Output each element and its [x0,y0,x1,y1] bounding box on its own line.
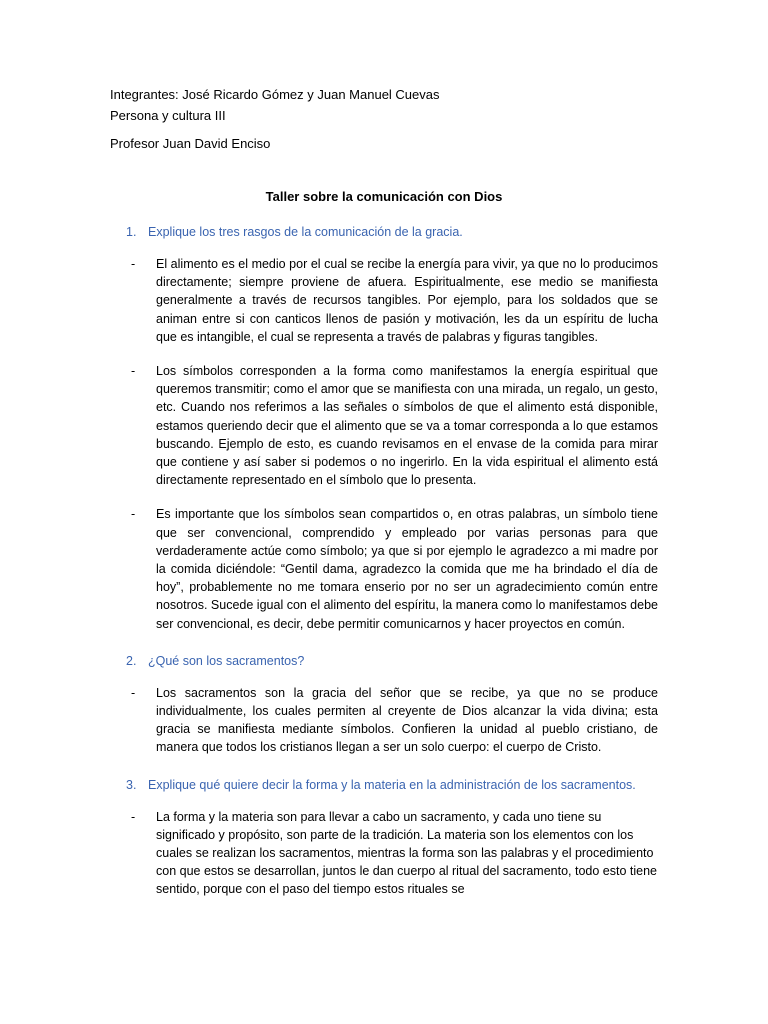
answer-bullet [0,808,768,899]
bullet-dash: - [131,364,136,379]
bullet-text: Los sacramentos son la gracia del señor que se recibe, ya que no se produce individualmente, los cuales permiten al creyente de Dios alcanzar la vida divina; esta gracia se manifiesta mediante símbolos. Confieren la unidad al pueblo cristiano, de manera que todos los cristianos llegan a ser un solo cuerpo: el cuerpo de Cristo. [156,685,658,755]
bullet-text: Los símbolos corresponden a la forma como manifestamos la energía espiritual que queremos transmitir; como el amor que se manifiesta con una mirada, un regalo, un gesto, etc. Cuando nos referimos a las señales o símbolos de que el alimento está disponible, estamos queriendo decir que el alimento que se va a tomar corresponda a lo que estamos buscando. Ejemplo de esto, es cuando revisamos en el envase de la comida para mirar que contiene y así saber si podemos o no ingerirlo. En la vida espiritual el alimento está directamente representado en el símbolo que lo presenta. [156,364,658,488]
bullet-dash: - [131,257,136,271]
bullet-text: El alimento es el medio por el cual se recibe la energía para vivir, ya que no lo producimos directamente; siempre proviene de afuera. Espiritualmente, ese medio se manifiesta generalmente a través de recursos tangibles. Por ejemplo, para los soldados que se animan entre si con canticos llenos de pasión y motivación, les da un espíritu de lucha que es intangible, el cual se representa a través de palabras y figuras tangibles. [156,257,658,344]
question-number: 2. [126,653,137,668]
question-2 [0,651,768,671]
question-text: Explique los tres rasgos de la comunicación de la gracia. [148,225,463,239]
question-number: 3. [126,777,137,792]
question-text: ¿Qué son los sacramentos? [148,653,305,668]
answer-bullet [0,684,768,757]
professor-line: Profesor Juan David Enciso [110,136,271,151]
answer-bullet [0,362,768,489]
bullet-text: La forma y la materia son para llevar a cabo un sacramento, y cada uno tiene su significado y propósito, son parte de la tradición. La materia son los elementos con los cuales se realizan los sacramentos, mientras la forma son las palabras y el procedimiento con que estos se desarrollan, juntos le dan cuerpo al ritual del sacramento, todo esto tiene sentido, porque con el paso del tiempo estos rituales se [156,809,658,897]
question-3 [0,775,768,795]
question-1 [0,222,768,242]
bullet-dash: - [131,685,136,700]
answer-bullet [0,255,768,346]
question-number: 1. [126,225,137,239]
bullet-dash: - [131,809,136,824]
bullet-text: Es importante que los símbolos sean compartidos o, en otras palabras, un símbolo tiene que ser convencional, comprendido y empleado por varias personas para que verdaderamente actúe como símbolo; ya que si por ejemplo le agradezco a mi madre por la comida diciéndole: “Gentil dama, agradezco la comida que me ha brindado el día de hoy”, probablemente no me tomara enserio por no ser un agradecimiento común entre nosotros. Sucede igual con el alimento del espíritu, la manera como lo manifestamos debe ser convencional, es decir, debe permitir comunicarnos y hacer proyectos en común. [156,507,658,631]
answer-bullet [0,505,768,632]
document-header [110,84,670,154]
question-text: Explique qué quiere decir la forma y la materia en la administración de los sacramentos. [148,777,636,792]
members-line: Integrantes: José Ricardo Gómez y Juan Manuel Cuevas [110,87,440,102]
document-body [0,222,768,915]
bullet-dash: - [131,507,136,522]
course-line: Persona y cultura III [110,108,226,123]
document-title: Taller sobre la comunicación con Dios [265,189,503,204]
